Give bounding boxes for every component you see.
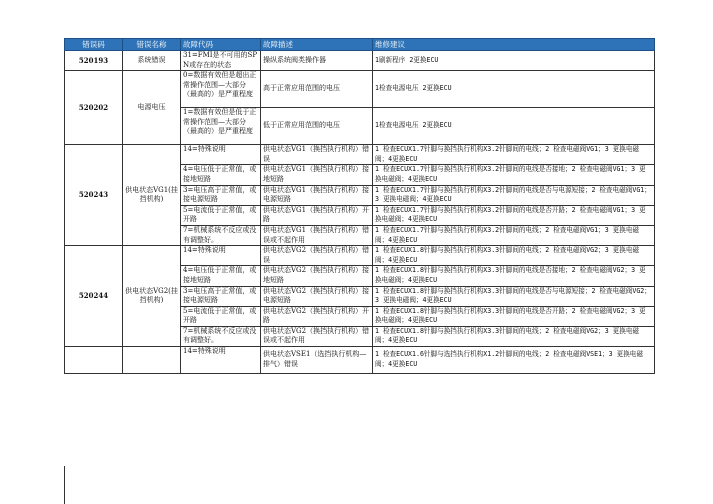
fault-code-cell: 7=机械系统不反应或没有调整好。 <box>181 225 261 245</box>
fault-code-cell: 4=电压低于正常值，或接地短路 <box>181 266 261 286</box>
fault-description-cell: 供电状态VG2（换挡执行机构）接电源短路 <box>261 286 373 306</box>
table-row <box>65 347 655 374</box>
repair-suggestion-cell: 1 检查ECUX1.8针脚与换挡执行机构X3.3针脚间的电线；2 检查电磁阀VG2；3 更换电磁阀；4更换ECU <box>373 246 655 266</box>
header-error-code: 错误码 <box>65 39 123 51</box>
repair-suggestion-cell: 1 检查ECUX1.8针脚与换挡执行机构X3.3针脚间的电线；2 检查电磁阀VG2；3 更换电磁阀；4更换ECU <box>373 326 655 346</box>
repair-suggestion-cell: 1检查电源电压 2更换ECU <box>373 108 655 145</box>
fault-code-cell: 14=特殊说明 <box>181 347 261 374</box>
repair-suggestion-cell: 1 检查ECUX1.7针脚与换挡执行机构X3.2针脚间的电线是否接地；2 检查电磁阀VG1；3 更换电磁阀；4更换ECU <box>373 165 655 185</box>
repair-suggestion-cell: 1刷新程序 2更换ECU <box>373 51 655 71</box>
fault-code-sheet <box>64 38 655 374</box>
fault-description-cell: 操纵系统阀类操作器 <box>261 51 373 71</box>
fault-code-cell: 1=数据有效但是低于正常操作范围—大部分（最高的）是严重程度 <box>181 108 261 145</box>
header-repair-suggestion: 维修建议 <box>373 39 655 51</box>
fault-description-cell: 供电状态VG2（换挡执行机构）错误或不起作用 <box>261 326 373 346</box>
error-code-cell: 520244 <box>65 246 123 347</box>
repair-suggestion-cell: 1 检查ECUX1.7针脚与换挡执行机构X3.2针脚间的电线是否开路；2 检查电磁阀VG1；3 更换电磁阀；4更换ECU <box>373 205 655 225</box>
fault-description-cell: 供电状态VG1（换挡执行机构）错误 <box>261 145 373 165</box>
fault-code-table <box>64 38 655 374</box>
repair-suggestion-cell: 1 检查ECUX1.7针脚与换挡执行机构X3.2针脚间的电线；2 检查电磁阀VG1；3 更换电磁阀；4更换ECU <box>373 225 655 245</box>
header-fault-description: 故障描述 <box>261 39 373 51</box>
repair-suggestion-cell: 1 检查ECUX1.7针脚与换挡执行机构X3.2针脚间的电线是否与电源短接；2 检查电磁阀VG1；3 更换电磁阀；4更换ECU <box>373 185 655 205</box>
fault-description-cell: 低于正常应用范围的电压 <box>261 108 373 145</box>
fault-code-cell: 31=FMI是不可用的SPN或存在的状态 <box>181 51 261 71</box>
error-name-cell: 电源电压 <box>123 71 181 145</box>
error-name-cell: 供电状态VG1(挂挡机构) <box>123 145 181 246</box>
fault-code-cell: 5=电流低于正常值，或开路 <box>181 306 261 326</box>
repair-suggestion-cell: 1 检查ECUX1.7针脚与换挡执行机构X3.2针脚间的电线；2 检查电磁阀VG1；3 更换电磁阀；4更换ECU <box>373 145 655 165</box>
fault-description-cell: 高于正常应用范围的电压 <box>261 71 373 108</box>
fault-description-cell: 供电状态VG2（换挡执行机构）开路 <box>261 306 373 326</box>
repair-suggestion-cell: 1 检查ECUX1.8针脚与换挡执行机构X3.3针脚间的电线是否与电源短接；2 检查电磁阀VG2；3 更换电磁阀；4更换ECU <box>373 286 655 306</box>
header-error-name: 错误名称 <box>123 39 181 51</box>
table-row <box>65 71 655 108</box>
repair-suggestion-cell: 1 检查ECUX1.8针脚与换挡执行机构X3.3针脚间的电线是否开路；2 检查电磁阀VG2；3 更换电磁阀；4更换ECU <box>373 306 655 326</box>
table-body <box>65 51 655 374</box>
table-row <box>65 145 655 165</box>
fault-code-cell: 0=数据有效但是超出正常操作范围—大部分（最高的）是严重程度 <box>181 71 261 108</box>
repair-suggestion-cell: 1 检查ECUX1.6针脚与选挡执行机构X1.2针脚间的电线；2 检查电磁阀VSE1；3 更换电磁阀；4更换ECU <box>373 347 655 374</box>
header-fault-code: 故障代码 <box>181 39 261 51</box>
fault-code-cell: 5=电流低于正常值，或开路 <box>181 205 261 225</box>
error-code-cell: 520243 <box>65 145 123 246</box>
fault-description-cell: 供电状态VG2（换挡执行机构）错误 <box>261 246 373 266</box>
repair-suggestion-cell: 1 检查ECUX1.8针脚与换挡执行机构X3.3针脚间的电线是否接地；2 检查电磁阀VG2；3 更换电磁阀；4更换ECU <box>373 266 655 286</box>
repair-suggestion-cell: 1检查电源电压 2更换ECU <box>373 71 655 108</box>
fault-code-cell: 3=电压高于正常值，或接电源短路 <box>181 185 261 205</box>
fault-code-cell: 14=特殊说明 <box>181 145 261 165</box>
fault-description-cell: 供电状态VG1（换挡执行机构）开路 <box>261 205 373 225</box>
fault-description-cell: 供电状态VSE1（选挡执行机构—排气）错误 <box>261 347 373 374</box>
table-row <box>65 51 655 71</box>
fault-description-cell: 供电状态VG1（换挡执行机构）接地短路 <box>261 165 373 185</box>
error-code-cell: 520193 <box>65 51 123 71</box>
table-row <box>65 246 655 266</box>
fault-description-cell: 供电状态VG2（换挡执行机构）接地短路 <box>261 266 373 286</box>
error-name-cell <box>123 347 181 374</box>
header-row <box>65 39 655 51</box>
fault-description-cell: 供电状态VG1（换挡执行机构）接电源短路 <box>261 185 373 205</box>
error-code-cell: 520202 <box>65 71 123 145</box>
fault-code-cell: 14=特殊说明 <box>181 246 261 266</box>
error-code-cell <box>65 347 123 374</box>
fault-code-cell: 7=机械系统不反应或没有调整好。 <box>181 326 261 346</box>
error-name-cell: 系统错误 <box>123 51 181 71</box>
table-continuation-line <box>64 466 65 504</box>
fault-code-cell: 4=电压低于正常值，或接地短路 <box>181 165 261 185</box>
fault-description-cell: 供电状态VG1（换挡执行机构）错误或不起作用 <box>261 225 373 245</box>
error-name-cell: 供电状态VG2(挂挡机构) <box>123 246 181 347</box>
fault-code-cell: 3=电压高于正常值，或接电源短路 <box>181 286 261 306</box>
